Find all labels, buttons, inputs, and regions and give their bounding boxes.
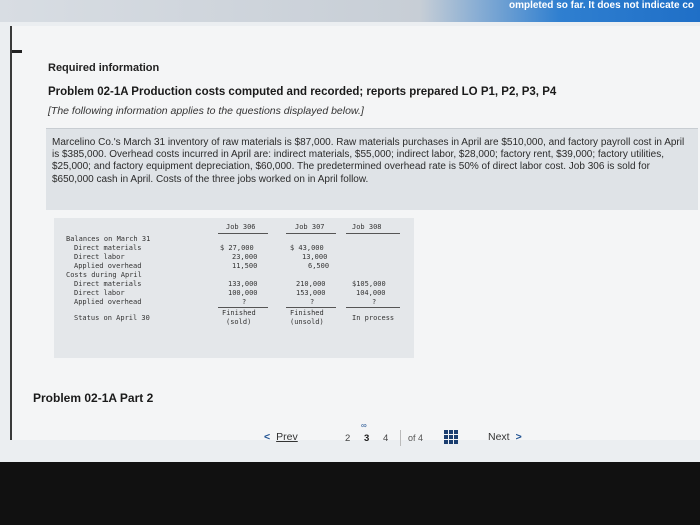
instruction-note: [The following information applies to the questions displayed below.]	[48, 105, 364, 117]
page-link-3-current[interactable]: 3	[364, 433, 370, 444]
page-link-4[interactable]: 4	[383, 433, 389, 444]
row-label: Applied overhead	[74, 298, 142, 306]
problem-title: Problem 02-1A Production costs computed and recorded; reports prepared LO P1, P2, P3, P4	[48, 86, 557, 98]
job-cost-table	[54, 218, 414, 358]
cell-306-bal-dm: $ 27,000	[220, 244, 254, 252]
cell-307-status-sub: (unsold)	[290, 318, 324, 326]
cell-306-apr-oh: ?	[242, 298, 247, 306]
cell-307-bal-oh: 6,500	[308, 262, 330, 270]
info-paragraph: Marcelino Co.'s March 31 inventory of raw materials is $87,000. Raw materials purchases in April are $510,000, and factory payroll cost in April is $385,000. Overhead costs incurred in April are: indirect materials, $55,000; indirect labor, $28,000; factory rent, $39,000; factory utilities, $25,000; and factory equipment depreciation, $60,000. The predetermined overhead rate is 50% of direct labor cost. Job 306 is sold for $650,000 cash in April. Costs of the three jobs worked on in April follow.	[52, 137, 685, 185]
cell-307-apr-dl: 153,000	[296, 289, 326, 297]
cell-306-status: Finished	[222, 309, 256, 317]
cell-307-bal-dm: $ 43,000	[290, 244, 324, 252]
cell-306-apr-dm: 133,000	[228, 280, 258, 288]
header-underline	[286, 233, 336, 234]
cell-307-status: Finished	[290, 309, 324, 317]
required-info-heading: Required information	[48, 62, 160, 74]
cell-307-apr-dm: 210,000	[296, 280, 326, 288]
info-box	[46, 128, 698, 210]
row-label: Direct labor	[74, 289, 125, 297]
page-link-2[interactable]: 2	[345, 433, 351, 444]
header-underline	[346, 233, 400, 234]
prev-button[interactable]	[264, 431, 298, 443]
header-job-307: Job 307	[295, 223, 325, 231]
next-button[interactable]	[488, 431, 522, 443]
cell-308-apr-dl: 104,000	[356, 289, 386, 297]
pager-separator	[400, 430, 401, 446]
cell-307-bal-dl: 13,000	[302, 253, 328, 261]
cell-306-bal-dl: 23,000	[232, 253, 258, 261]
header-underline	[218, 233, 268, 234]
bottom-bezel	[0, 462, 700, 525]
page-count-label: of 4	[408, 433, 424, 443]
chevron-left-icon: <	[264, 431, 271, 443]
banner-text: ompleted so far. It does not indicate co	[508, 0, 694, 11]
section-marker	[12, 50, 22, 53]
row-label: Direct materials	[74, 244, 142, 252]
cell-306-status-sub: (sold)	[226, 318, 252, 326]
divider	[346, 307, 400, 308]
cell-307-apr-oh: ?	[310, 298, 315, 306]
cell-306-apr-dl: 100,000	[228, 289, 258, 297]
row-label: Costs during April	[66, 271, 142, 279]
grid-icon[interactable]	[444, 430, 458, 444]
part-heading: Problem 02-1A Part 2	[33, 391, 154, 405]
cell-308-apr-oh: ?	[372, 298, 377, 306]
divider	[218, 307, 268, 308]
header-job-306: Job 306	[226, 223, 256, 231]
row-label: Status on April 30	[74, 314, 150, 322]
row-label: Balances on March 31	[66, 235, 151, 243]
link-icon: ∞	[361, 421, 367, 430]
prev-label: Prev	[276, 431, 298, 443]
cell-308-status: In process	[352, 314, 395, 322]
divider	[286, 307, 336, 308]
header-job-308: Job 308	[352, 223, 382, 231]
row-label: Direct labor	[74, 253, 125, 261]
cell-308-apr-dm: $105,000	[352, 280, 386, 288]
row-label: Applied overhead	[74, 262, 142, 270]
chevron-right-icon: >	[515, 431, 522, 443]
top-banner	[0, 0, 700, 22]
cell-306-bal-oh: 11,500	[232, 262, 258, 270]
next-label: Next	[488, 431, 510, 443]
row-label: Direct materials	[74, 280, 142, 288]
